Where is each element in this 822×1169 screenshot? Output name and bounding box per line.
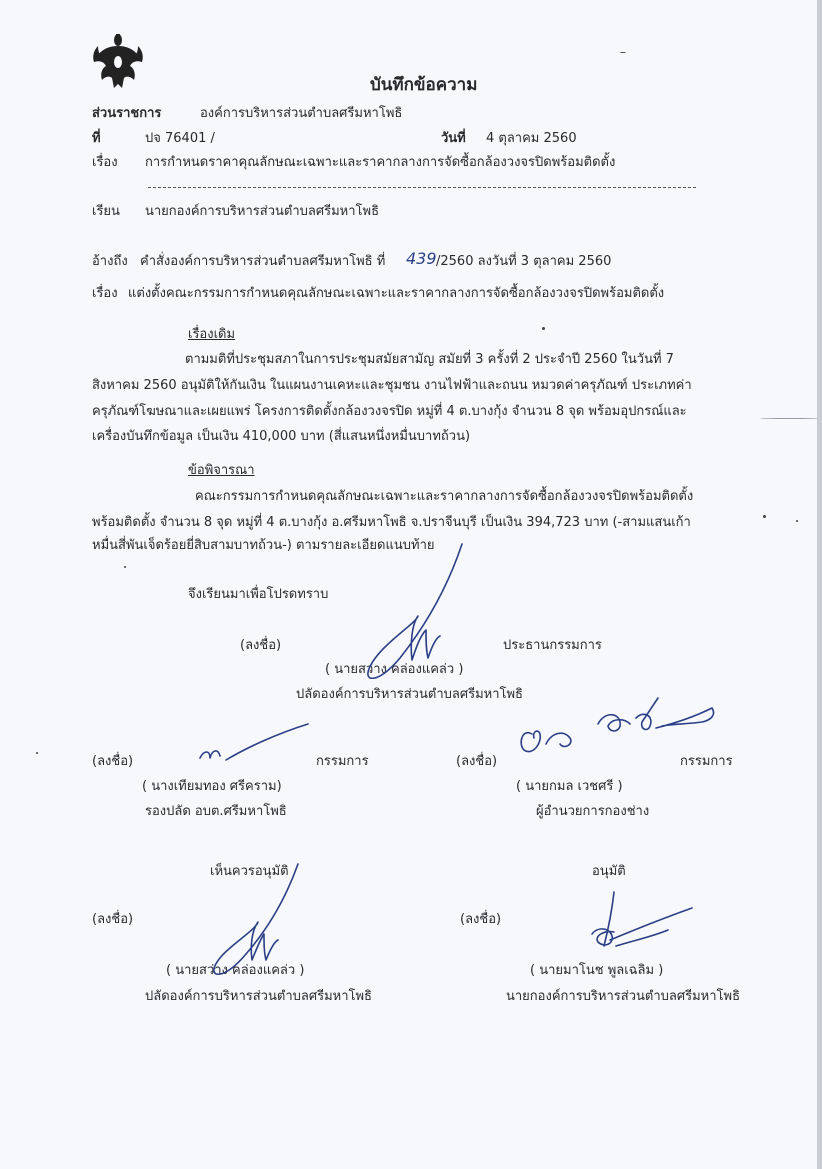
date-label: วันที่ bbox=[441, 131, 466, 146]
member1-sign-label: (ลงชื่อ) bbox=[92, 754, 134, 769]
member1-position: รองปลัด อบต.ศรีมหาโพธิ bbox=[145, 804, 287, 819]
reference-order-number: 439 bbox=[406, 249, 437, 268]
to-label: เรียน bbox=[92, 204, 120, 219]
approve-heading: อนุมัติ bbox=[592, 864, 626, 879]
reference-prefix: คำสั่งองค์การบริหารส่วนตำบลศรีมหาโพธิ ที่ bbox=[140, 254, 386, 269]
reference-subject-label: เรื่อง bbox=[92, 286, 118, 301]
chair-position: ปลัดองค์การบริหารส่วนตำบลศรีมหาโพธิ bbox=[296, 687, 523, 702]
chair-sign-label: (ลงชื่อ) bbox=[240, 638, 282, 653]
recommend-signature-icon bbox=[206, 862, 306, 982]
separator-line bbox=[148, 187, 696, 188]
member2-name: ( นายกมล เวชศรี ) bbox=[516, 779, 623, 794]
member2-sign-label: (ลงชื่อ) bbox=[456, 754, 498, 769]
scan-speck bbox=[620, 52, 626, 53]
chair-name: ( นายสว่าง คล่องแคล่ว ) bbox=[325, 662, 464, 677]
member2-position: ผู้อำนวยการกองช่าง bbox=[536, 804, 650, 819]
member2-role: กรรมการ bbox=[680, 754, 733, 769]
background-line-1: ตามมติที่ประชุมสภาในการประชุมสมัยสามัญ สมัยที่ 3 ครั้งที่ 2 ประจำปี 2560 ในวันที่ 7 bbox=[185, 352, 674, 367]
scan-speck bbox=[763, 515, 766, 518]
reference-label: อ้างถึง bbox=[92, 254, 128, 269]
member1-role: กรรมการ bbox=[316, 754, 369, 769]
scan-speck bbox=[796, 520, 798, 522]
background-heading: เรื่องเดิม bbox=[188, 327, 236, 342]
no-label: ที่ bbox=[92, 131, 101, 146]
background-line-3: ครุภัณฑ์โฆษณาและเผยแพร่ โครงการติดตั้งกล้องวงจรปิด หมู่ที่ 4 ต.บางกุ้ง จำนวน 8 จุด พร้อมอุปกรณ์และ bbox=[92, 404, 687, 419]
approve-sign-label: (ลงชื่อ) bbox=[460, 912, 502, 927]
date-value: 4 ตุลาคม 2560 bbox=[486, 131, 577, 146]
dept-label: ส่วนราชการ bbox=[92, 106, 162, 121]
recommend-name: ( นายสว่าง คล่องแคล่ว ) bbox=[166, 963, 305, 978]
page-edge bbox=[817, 0, 822, 1169]
member1-signature-icon bbox=[196, 720, 312, 770]
background-line-2: สิงหาคม 2560 อนุมัติให้กันเงิน ในแผนงานเคหะและชุมชน งานไฟฟ้าและถนน หมวดค่าครุภัณฑ์ ประเภทค่า bbox=[92, 378, 692, 393]
to-value: นายกองค์การบริหารส่วนตำบลศรีมหาโพธิ bbox=[145, 204, 380, 219]
approve-signature-icon bbox=[584, 890, 696, 954]
closing-text: จึงเรียนมาเพื่อโปรดทราบ bbox=[188, 587, 329, 602]
scan-speck bbox=[36, 752, 38, 754]
approve-position: นายกองค์การบริหารส่วนตำบลศรีมหาโพธิ bbox=[506, 989, 741, 1004]
scan-speck bbox=[760, 418, 820, 419]
consideration-heading: ข้อพิจารณา bbox=[188, 463, 255, 478]
member1-name: ( นางเทียมทอง ศรีคราม) bbox=[142, 779, 282, 794]
reference-suffix: /2560 ลงวันที่ 3 ตุลาคม 2560 bbox=[436, 254, 612, 269]
chair-role: ประธานกรรมการ bbox=[503, 638, 602, 653]
subject-value: การกำหนดราคาคุณลักษณะเฉพาะและราคากลางการจัดซื้อกล้องวงจรปิดพร้อมติดตั้ง bbox=[145, 155, 616, 170]
no-value: ปจ 76401 / bbox=[145, 131, 215, 146]
garuda-emblem-icon bbox=[92, 32, 144, 92]
chair-signature-icon bbox=[360, 540, 470, 690]
consideration-line-2: พร้อมติดตั้ง จำนวน 8 จุด หมู่ที่ 4 ต.บางกุ้ง อ.ศรีมหาโพธิ จ.ปราจีนบุรี เป็นเงิน 394,723 บาท (-สามแสนเก้า bbox=[92, 515, 691, 530]
approve-name: ( นายมาโนช พูลเฉลิม ) bbox=[530, 963, 664, 978]
scan-speck bbox=[542, 327, 545, 330]
subject-label: เรื่อง bbox=[92, 155, 118, 170]
background-line-4: เครื่องบันทึกข้อมูล เป็นเงิน 410,000 บาท (สี่แสนหนึ่งหมื่นบาทถ้วน) bbox=[92, 429, 471, 444]
scan-speck bbox=[124, 566, 126, 568]
dept-value: องค์การบริหารส่วนตำบลศรีมหาโพธิ bbox=[200, 106, 403, 121]
recommend-heading: เห็นควรอนุมัติ bbox=[210, 864, 289, 879]
consideration-line-1: คณะกรรมการกำหนดคุณลักษณะเฉพาะและราคากลางการจัดซื้อกล้องวงจรปิดพร้อมติดตั้ง bbox=[195, 489, 694, 504]
recommend-sign-label: (ลงชื่อ) bbox=[92, 912, 134, 927]
reference-subject-value: แต่งตั้งคณะกรรมการกำหนดคุณลักษณะเฉพาะและราคากลางการจัดซื้อกล้องวงจรปิดพร้อมติดตั้ง bbox=[128, 286, 665, 301]
memo-title: บันทึกข้อความ bbox=[370, 75, 478, 95]
member2-signature-icon bbox=[512, 688, 722, 770]
consideration-line-3: หมื่นสี่พันเจ็ดร้อยยี่สิบสามบาทถ้วน-) ตามรายละเอียดแนบท้าย bbox=[92, 538, 435, 553]
recommend-position: ปลัดองค์การบริหารส่วนตำบลศรีมหาโพธิ bbox=[145, 989, 372, 1004]
